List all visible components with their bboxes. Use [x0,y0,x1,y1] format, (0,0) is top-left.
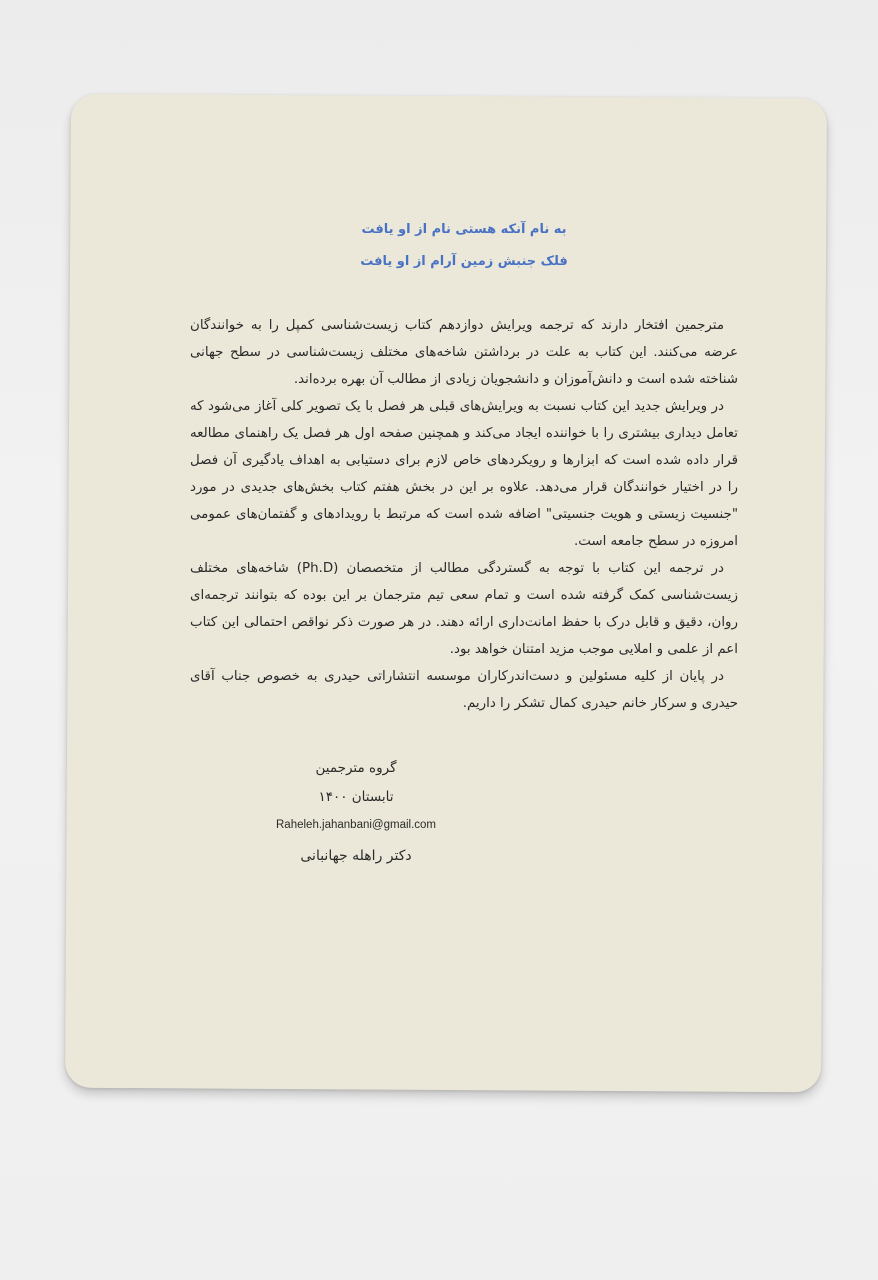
paragraph-new-edition: در ویرایش جدید این کتاب نسبت به ویرایش‌های قبلی هر فصل با یک تصویر کلی آغاز می‌شود که تعامل دیداری بیشتری را با خواننده ایجاد می‌کند و همچنین صفحه اول هر فصل یک راهنمای مطالعه قرار داده شده است که ابزارها و رویکردهای خاص لازم برای دستیابی به اهداف یادگیری آن فصل را در اختیار خوانندگان قرار می‌دهد. علاوه بر این در بخش هفتم کتاب بخش‌های جدیدی در مورد "جنسیت زیستی و هویت جنسیتی" اضافه شده است که مرتبط با رویدادهای و گفتمان‌های عمومی امروزه در سطح جامعه است. [190,399,738,549]
author-name: دکتر راهله جهانبانی [300,848,412,864]
paragraph-thanks: در پایان از کلیه مسئولین و دست‌اندرکاران موسسه انتشاراتی حیدری به خصوص جناب آقای حیدری و سرکار خانم حیدری کمال تشکر را داریم. [190,669,738,711]
poem-line-2: فلک جنبش زمین آرام از او یافت [360,254,568,269]
signature-block [268,754,444,872]
poem-line-1: به نام آنکه هستی نام از او یافت [361,222,567,237]
contact-email: Raheleh.jahanbani@gmail.com [276,819,436,831]
opening-poem [190,214,738,278]
preface-body [190,312,738,717]
paragraph-intro: مترجمین افتخار دارند که ترجمه ویرایش دوازدهم کتاب زیست‌شناسی کمپل را به خوانندگان عرضه می‌کنند. این کتاب به علت در برداشتن شاخه‌های مختلف زیست‌شناسی در سطح جهانی شناخته شده است و دانش‌آموزان و دانشجویان زیادی از مطالب آن بهره برده‌اند. [190,318,738,387]
translators-group: گروه مترجمین [315,760,397,776]
preface-content [190,214,738,717]
paragraph-translation: در ترجمه این کتاب با توجه به گستردگی مطالب از متخصصان (Ph.D) شاخه‌های مختلف زیست‌شناسی کمک گرفته شده است و تمام سعی تیم مترجمان بر این بوده که بتوانند ترجمه‌ای روان، دقیق و قابل درک با حفظ امانت‌داری ارائه دهند. در هر صورت ذکر نواقص احتمالی این کتاب اعم از علمی و املایی موجب مزید امتنان خواهد بود. [190,561,738,657]
signature-date: تابستان ۱۴۰۰ [318,789,394,805]
